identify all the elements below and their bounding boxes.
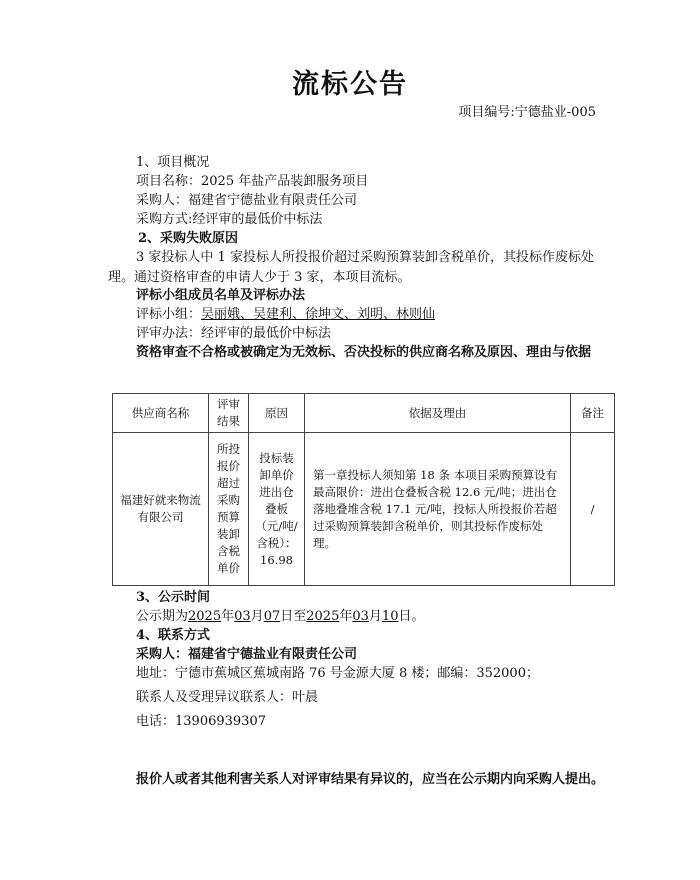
panel-heading: 评标小组成员名单及评标办法 [136,288,306,303]
col-result: 评审结果 [209,394,249,433]
section-2-heading: 2、采购失败原因 [138,231,239,246]
publicity-period: 公示期为2025年03月07日至2025年03月10日。 [136,609,425,624]
supplier-cell: 福建好就来物流有限公司 [113,433,209,586]
cause-cell: 投标装卸单价进出仓叠板（元/吨/含税）：16.98 [249,433,305,586]
project-name: 项目名称：2025 年盐产品装卸服务项目 [136,174,369,189]
contact-buyer: 采购人：福建省宁德盐业有限责任公司 [136,647,358,662]
failure-reason [108,248,596,288]
table-header-row [113,394,615,433]
panel-members-names: 吴丽娥、吴建利、徐坤文、刘明、林则仙 [201,307,436,322]
section-3-heading: 3、公示时间 [136,590,211,605]
buyer-line: 采购人：福建省宁德盐业有限责任公司 [136,193,358,208]
col-basis: 依据及理由 [305,394,571,433]
objection-notice [108,769,604,791]
objection-notice-text: 报价人或者其他利害关系人对评审结果有异议的，应当在公示期内向采购人提出。 [136,772,605,787]
basis-cell: 第一章投标人须知第 18 条 本项目采购预算设有最高限价：进出仓叠板含税 12.6 元/吨；进出仓落地叠堆含税 17.1 元/吨，投标人所投报价若超过采购预算装卸含税单价，则其投标作废标处理。 [305,433,571,586]
result-cell: 所投报价超过采购预算装卸含税单价 [209,433,249,586]
qualification-heading [108,343,596,363]
panel-members-label: 评标小组： [136,307,202,322]
note-cell: / [571,433,615,586]
qualification-heading-text: 资格审查不合格或被确定为无效标、否决投标的供应商名称及原因、理由与依据 [136,345,592,360]
col-supplier: 供应商名称 [113,394,209,433]
evaluation-method: 评审办法：经评审的最低价中标法 [136,326,332,341]
section-4-heading: 4、联系方式 [136,628,211,643]
page-title: 流标公告 [292,69,408,100]
panel-members [136,305,435,324]
procurement-method: 采购方式:经评审的最低价中标法 [136,212,323,227]
col-cause: 原因 [249,394,305,433]
contact-phone: 电话：13906939307 [136,714,266,729]
table-row [113,433,615,586]
contact-person: 联系人及受理异议联系人：叶晨 [136,690,319,705]
section-1-heading: 1、项目概况 [136,155,210,170]
project-number: 项目编号:宁德盐业-005 [458,105,596,120]
col-note: 备注 [571,394,615,433]
contact-address: 地址：宁德市蕉城区蕉城南路 76 号金源大厦 8 楼；邮编：352000； [136,666,539,681]
failure-reason-text: 3 家投标人中 1 家投标人所投报价超过采购预算装卸含税单价，其投标作废标处理。通过资格审查的申请人少于 3 家，本项目流标。 [108,250,594,285]
rejection-table [112,393,615,586]
